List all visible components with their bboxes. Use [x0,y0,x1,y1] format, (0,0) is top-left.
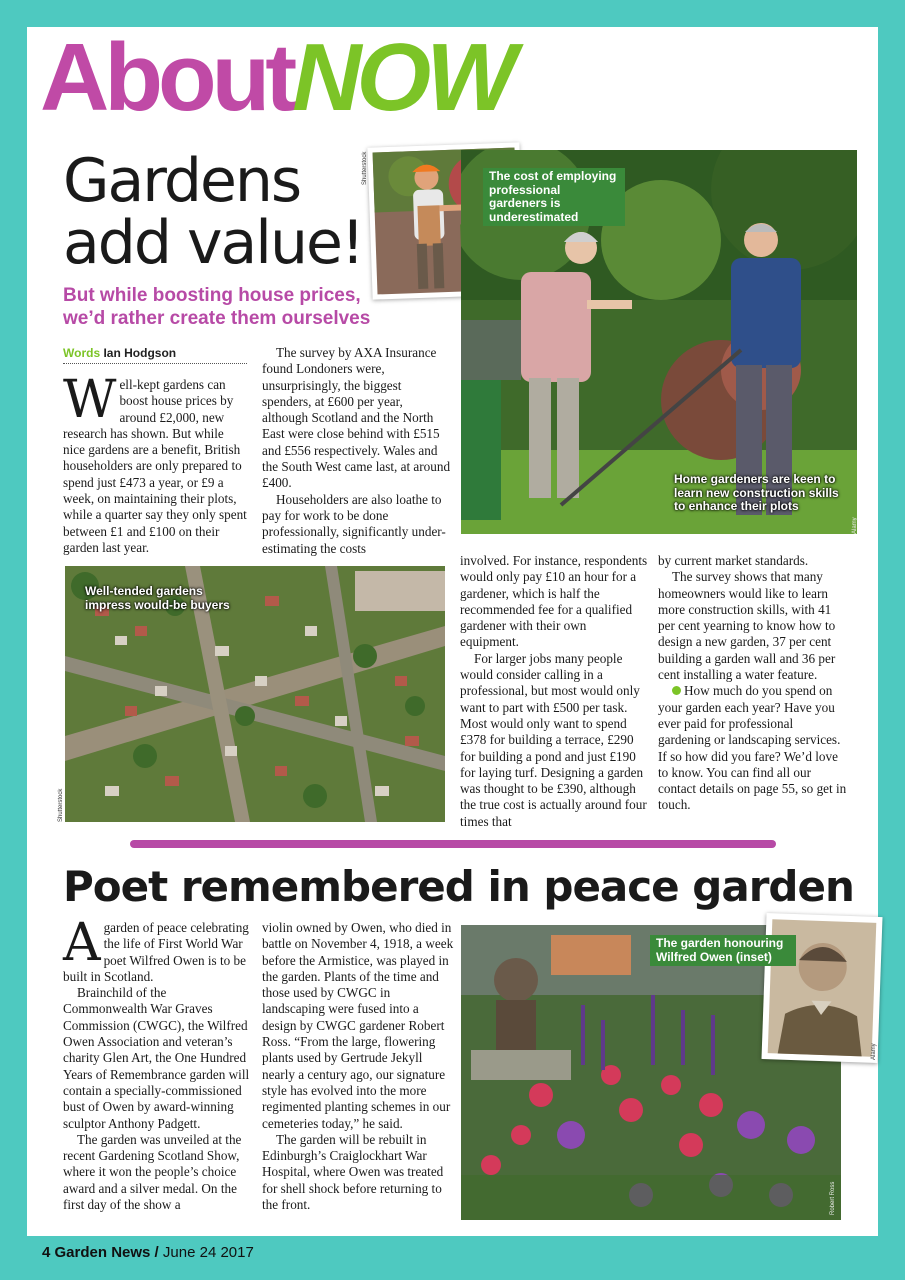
story1-col3 [460,553,648,830]
credit-shutterstock-1: Shutterstock [362,151,368,185]
story1-col1-p1-text: ell-kept gardens can boost house prices by around £2,000, new research has shown. But while nice gardens are a benefit, British householders are only prepared to spend just £473 a year, or £9 a week, on maintaining their plots, while a quarter say they only spent between £1 and £100 on their garden last year. [63,377,247,555]
story1-headline-line1: Gardens [63,146,301,216]
story2-col1-p2: Brainchild of the Commonwealth War Graves Commission (CWGC), the Wilfred Owen Association and veteran’s charity Glen Art, the One Hundred Years of Remembrance garden will contain a specially-commissioned bust of Owen by award-winning sculptor Anthony Padgett. [63,985,250,1131]
story1-col1 [63,370,248,556]
story1-col4-p3-text: How much do you spend on your garden each year? Have you ever paid for professional gardening or landscaping services. If so how did you fare? We’d love to know. You can find all our contact details on page 55, so get in touch. [658,683,847,813]
footer-date: June 24 2017 [162,1244,254,1261]
story1-col3-p2: For larger jobs many people would consider calling in a professional, but most would only want to part with £500 per task. Most would only want to spend £378 for building a terrace, £290 for building a pond and just £190 for laying turf. Designing a garden was thought to be £390, although the true cost is actually around four times that [460,650,647,829]
story2-col2 [262,920,454,1213]
story1-standfirst: But while boosting house prices, we’d rather create them ourselves [63,285,371,329]
story1-col2-p1: The survey by AXA Insurance found Londoners were, unsurprisingly, the biggest spenders, at £600 per year, although Scotland and the North East were close behind with £515 and £556 respectively. Wales and the South West came last, at around £400. [262,345,451,491]
footer-publication: Garden News [54,1244,151,1261]
credit-alamy-2: Alamy [871,1043,877,1060]
story2-col1-p1 [63,913,251,985]
story2-col2-p1: violin owned by Owen, who died in battle on November 4, 1918, a week before the Armistice, was played in the garden. Plants of the time and those used by CWGC in landscaping were fused into a design by CWGC gardener Robert Ross. “From the large, flowering plants used by Gertrude Jekyll nearly a century ago, our signature style has evolved into the more regimented planting schemes in our cemeteries today,” he said. [262,920,454,1131]
byline-name: Ian Hodgson [103,346,177,360]
credit-alamy-1: Alamy [852,517,858,534]
caption-garden: The garden honouring Wilfred Owen (inset) [650,935,796,966]
credit-robert-ross: Robert Ross [830,1181,836,1215]
masthead-about: About [40,24,293,131]
caption-aerial: Well-tended gardens impress would-be buyers [85,584,230,612]
footer-page-number: 4 [42,1244,51,1261]
section-divider [130,840,776,848]
credit-shutterstock-2: Shutterstock [58,788,64,822]
story1-byline [63,346,247,364]
byline-label: Words [63,346,101,360]
caption-couple: Home gardeners are keen to learn new construction skills to enhance their plots [674,472,839,513]
story1-headline [63,146,363,278]
masthead [40,24,512,131]
story2-col1-p1-text: garden of peace celebrating the life of First World War poet Wilfred Owen is to be built in Scotland. [63,920,249,984]
story1-dropcap: W [63,370,117,430]
story2-col2-p2: The garden will be rebuilt in Edinburgh’s Craiglockhart War Hospital, where Owen was treated for shell shock before returning to the front. [262,1131,444,1213]
story1-headline-line2: add value! [63,208,363,278]
story2-dropcap: A [63,913,101,973]
story1-col4-p2: The survey shows that many homeowners would like to learn more construction skills, with 41 per cent yearning to know how to design a new garden, 37 per cent building a garden wall and 36 per cent installing a water feature. [658,569,836,683]
caption-gardener: The cost of employing professional gardeners is underestimated [483,168,625,226]
footer-folio [42,1244,254,1261]
masthead-now: NOW [292,24,512,131]
story1-col1-p1 [63,370,248,556]
green-bullet-icon [672,686,681,695]
story1-col4-p3 [658,683,848,813]
story1-col4 [658,553,848,814]
story1-col3-p1: involved. For instance, respondents would only pay £10 an hour for a gardener, which is half the recommended fee for a qualified gardener with their own equipment. [460,553,648,650]
story1-col2 [262,345,452,557]
story2-col1 [63,913,251,1213]
story2-col1-p3: The garden was unveiled at the recent Gardening Scotland Show, where it won the people’s choice award and a silver medal. On the first day of the show a [63,1131,242,1213]
story2-headline: Poet remembered in peace garden [63,862,854,911]
footer-separator: / [150,1244,163,1261]
story1-col4-p1: by current market standards. [658,553,809,568]
story1-col2-p2: Householders are also loathe to pay for work to be done professionally, significantly under-estimating the costs [262,491,446,556]
